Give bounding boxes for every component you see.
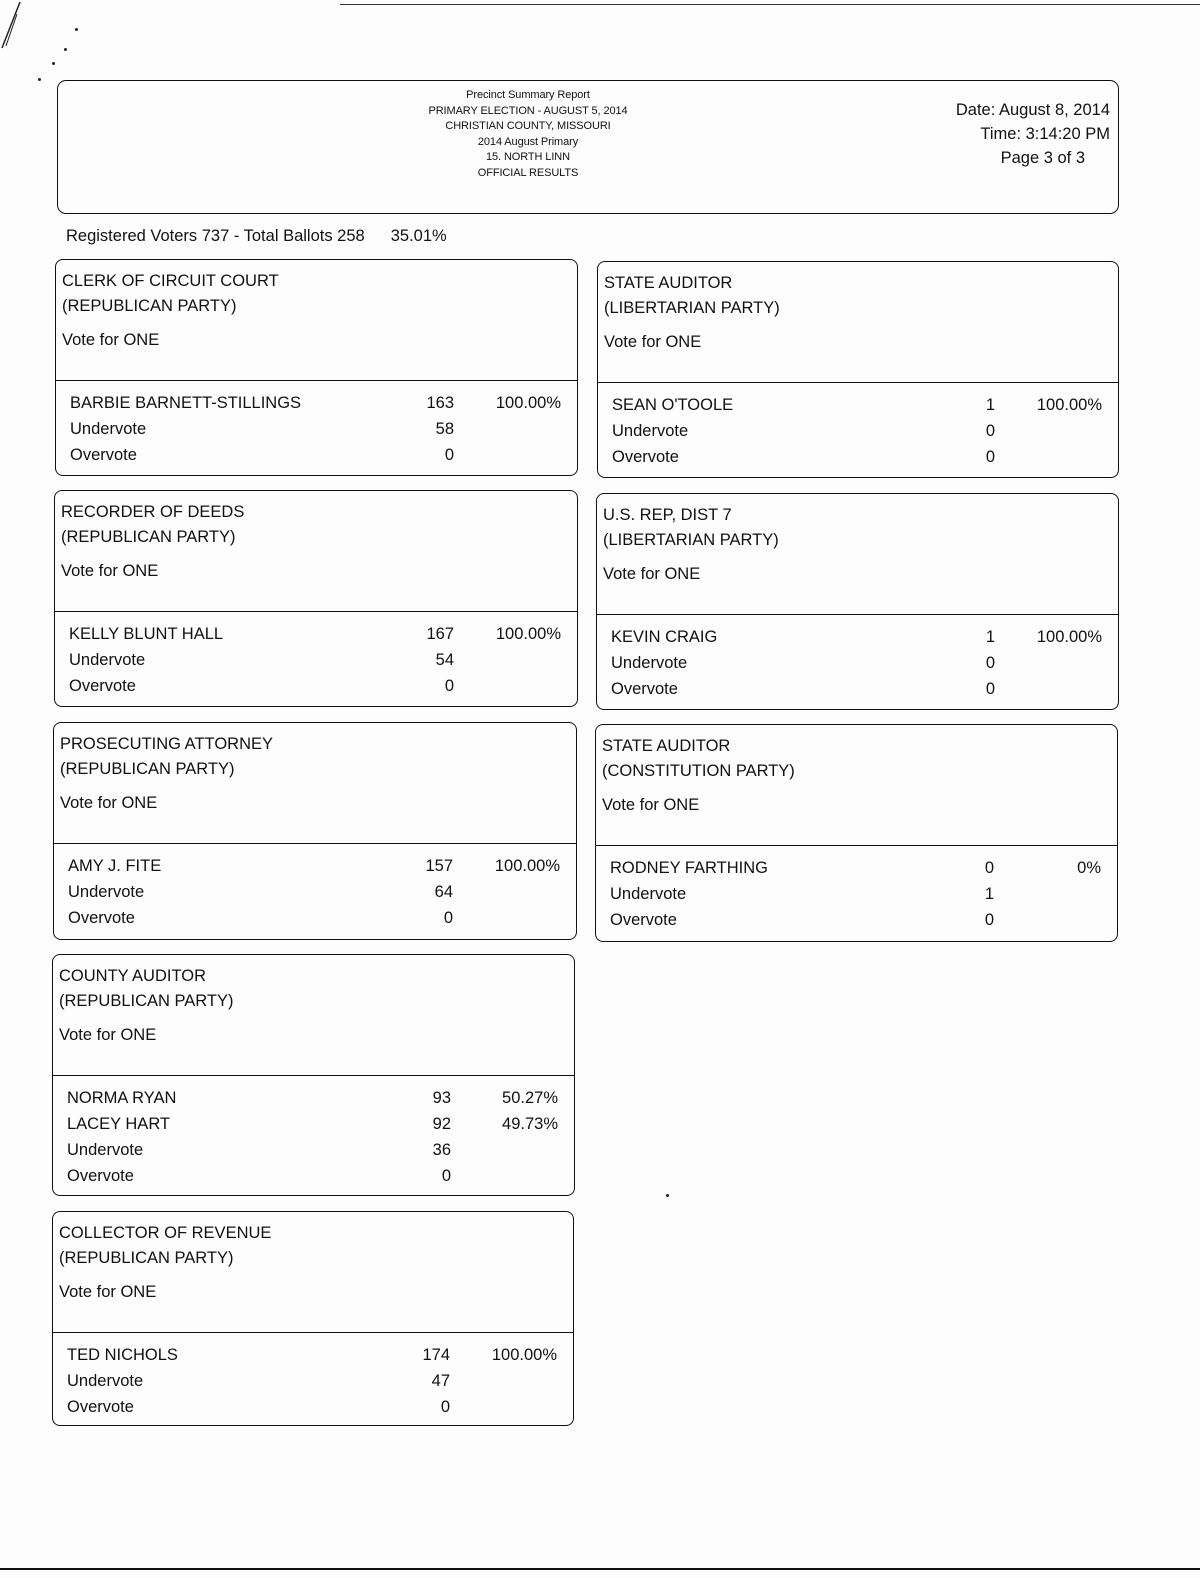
overvote-row	[598, 444, 1118, 470]
vote-percent: 100.00%	[495, 394, 561, 412]
report-time: Time: 3:14:20 PM	[980, 125, 1110, 143]
vote-count: 64	[434, 883, 453, 901]
race-party: (REPUBLICAN PARTY)	[61, 528, 236, 546]
candidate-name: BARBIE BARNETT-STILLINGS	[70, 394, 302, 412]
race-box	[52, 1211, 574, 1426]
county-name: CHRISTIAN COUNTY, MISSOURI	[445, 120, 611, 132]
vote-percent: 100.00%	[1036, 628, 1102, 646]
vote-count: 0	[985, 422, 995, 440]
vote-percent: 50.27%	[502, 1089, 558, 1107]
vote-percent: 49.73%	[502, 1115, 558, 1133]
candidate-name: TED NICHOLS	[67, 1346, 178, 1364]
race-vote-for: Vote for ONE	[60, 794, 158, 812]
vote-count: 36	[432, 1141, 451, 1159]
election-name: PRIMARY ELECTION - AUGUST 5, 2014	[428, 104, 628, 117]
race-party: (REPUBLICAN PARTY)	[62, 297, 237, 315]
overvote-row	[56, 442, 577, 468]
vote-count: 0	[440, 1398, 450, 1416]
candidate-row	[55, 621, 577, 647]
undervote-row	[55, 647, 577, 673]
candidate-name: Overvote	[67, 1398, 134, 1416]
vote-count: 157	[425, 857, 453, 875]
race-box	[54, 490, 578, 707]
scan-speck	[52, 62, 55, 65]
race-divider	[54, 843, 576, 844]
candidate-row	[596, 855, 1117, 881]
vote-count: 1	[984, 885, 994, 903]
race-party: (CONSTITUTION PARTY)	[602, 762, 795, 780]
overvote-row	[53, 1394, 573, 1420]
vote-count: 47	[431, 1372, 450, 1390]
vote-count: 0	[985, 654, 995, 672]
report-date: Date: August 8, 2014	[955, 101, 1110, 119]
race-box	[53, 722, 577, 940]
undervote-row	[597, 650, 1118, 676]
report-header	[57, 80, 1119, 214]
race-party: (REPUBLICAN PARTY)	[60, 760, 235, 778]
vote-percent: 0%	[1077, 859, 1101, 877]
overvote-row	[53, 1163, 574, 1189]
vote-count: 92	[432, 1115, 451, 1133]
undervote-row	[53, 1368, 573, 1394]
candidate-name: KEVIN CRAIG	[611, 628, 718, 646]
race-vote-for: Vote for ONE	[604, 333, 702, 351]
candidate-name: Undervote	[611, 654, 688, 672]
race-box	[596, 493, 1119, 710]
vote-count: 0	[443, 909, 453, 927]
race-vote-for: Vote for ONE	[59, 1026, 157, 1044]
vote-percent: 100.00%	[1036, 396, 1102, 414]
undervote-row	[596, 881, 1117, 907]
vote-count: 163	[426, 394, 454, 412]
vote-count: 0	[444, 446, 454, 464]
race-divider	[598, 382, 1118, 383]
race-divider	[56, 380, 577, 381]
candidate-name: Overvote	[69, 677, 136, 695]
scan-speck	[64, 48, 67, 51]
candidate-name: Overvote	[612, 448, 679, 466]
candidate-name: Undervote	[67, 1372, 144, 1390]
vote-count: 58	[435, 420, 454, 438]
race-party: (LIBERTARIAN PARTY)	[603, 531, 779, 549]
vote-count: 93	[432, 1089, 451, 1107]
candidate-name: NORMA RYAN	[67, 1089, 177, 1107]
candidate-name: Overvote	[68, 909, 135, 927]
candidate-name: Undervote	[612, 422, 689, 440]
race-divider	[53, 1075, 574, 1076]
candidate-name: Overvote	[70, 446, 137, 464]
overvote-row	[596, 907, 1117, 933]
race-vote-for: Vote for ONE	[61, 562, 159, 580]
candidate-row	[54, 853, 576, 879]
report-title: Precinct Summary Report	[466, 89, 590, 101]
race-box	[55, 259, 578, 476]
candidate-name: Undervote	[67, 1141, 144, 1159]
vote-count: 1	[985, 396, 995, 414]
registration-summary	[66, 227, 447, 246]
scan-edge-line	[340, 4, 1200, 5]
candidate-name: RODNEY FARTHING	[610, 859, 768, 877]
race-office: U.S. REP, DIST 7	[603, 506, 732, 524]
race-box	[52, 954, 575, 1196]
overvote-row	[597, 676, 1118, 702]
race-party: (LIBERTARIAN PARTY)	[604, 299, 780, 317]
vote-count: 54	[435, 651, 454, 669]
vote-count: 0	[985, 448, 995, 466]
race-divider	[596, 845, 1117, 846]
vote-count: 0	[984, 911, 994, 929]
vote-count: 0	[984, 859, 994, 877]
candidate-name: KELLY BLUNT HALL	[69, 625, 224, 643]
vote-count: 167	[426, 625, 454, 643]
race-vote-for: Vote for ONE	[59, 1283, 157, 1301]
overvote-row	[55, 673, 577, 699]
race-divider	[597, 614, 1118, 615]
vote-percent: 100.00%	[495, 625, 561, 643]
candidate-row	[56, 390, 577, 416]
race-party: (REPUBLICAN PARTY)	[59, 992, 234, 1010]
candidate-row	[53, 1342, 573, 1368]
registration-text: Registered Voters 737 - Total Ballots 258	[66, 227, 365, 245]
vote-count: 1	[985, 628, 995, 646]
candidate-name: Undervote	[610, 885, 687, 903]
race-divider	[53, 1332, 573, 1333]
undervote-row	[53, 1137, 574, 1163]
overvote-row	[54, 905, 576, 931]
candidate-row	[53, 1085, 574, 1111]
candidate-name: Undervote	[70, 420, 147, 438]
scan-mark	[0, 0, 60, 60]
vote-count: 174	[422, 1346, 450, 1364]
report-meta	[956, 98, 1110, 170]
undervote-row	[598, 418, 1118, 444]
results-status: OFFICIAL RESULTS	[477, 166, 579, 179]
page-number: Page 3 of 3	[1000, 149, 1085, 167]
vote-count: 0	[985, 680, 995, 698]
race-office: COUNTY AUDITOR	[59, 967, 206, 985]
candidate-name: AMY J. FITE	[68, 857, 162, 875]
scan-speck	[666, 1194, 669, 1197]
candidate-name: Undervote	[69, 651, 146, 669]
candidate-name: Overvote	[611, 680, 678, 698]
candidate-name: Undervote	[68, 883, 145, 901]
report-title-block	[358, 88, 698, 181]
race-box	[595, 724, 1118, 942]
precinct-name: 15. NORTH LINN	[486, 151, 570, 163]
undervote-row	[56, 416, 577, 442]
turnout-percent: 35.01%	[390, 227, 447, 245]
race-office: CLERK OF CIRCUIT COURT	[62, 272, 279, 290]
scan-speck	[75, 28, 78, 31]
race-office: STATE AUDITOR	[604, 274, 733, 292]
vote-count: 0	[444, 677, 454, 695]
candidate-name: Overvote	[67, 1167, 134, 1185]
candidate-row	[598, 392, 1118, 418]
election-label: 2014 August Primary	[477, 135, 579, 148]
race-vote-for: Vote for ONE	[62, 331, 160, 349]
race-box	[597, 261, 1119, 478]
undervote-row	[54, 879, 576, 905]
candidate-row	[53, 1111, 574, 1137]
scan-speck	[38, 78, 41, 81]
race-office: STATE AUDITOR	[602, 737, 731, 755]
race-office: PROSECUTING ATTORNEY	[60, 735, 274, 753]
scan-edge-line	[0, 1568, 1200, 1570]
race-office: RECORDER OF DEEDS	[61, 503, 245, 521]
candidate-name: SEAN O'TOOLE	[612, 396, 734, 414]
candidate-name: Overvote	[610, 911, 677, 929]
candidate-name: LACEY HART	[67, 1115, 171, 1133]
race-office: COLLECTOR OF REVENUE	[59, 1224, 272, 1242]
vote-percent: 100.00%	[491, 1346, 557, 1364]
candidate-row	[597, 624, 1118, 650]
vote-count: 0	[441, 1167, 451, 1185]
vote-percent: 100.00%	[494, 857, 560, 875]
race-party: (REPUBLICAN PARTY)	[59, 1249, 234, 1267]
race-vote-for: Vote for ONE	[603, 565, 701, 583]
race-vote-for: Vote for ONE	[602, 796, 700, 814]
race-divider	[55, 611, 577, 612]
